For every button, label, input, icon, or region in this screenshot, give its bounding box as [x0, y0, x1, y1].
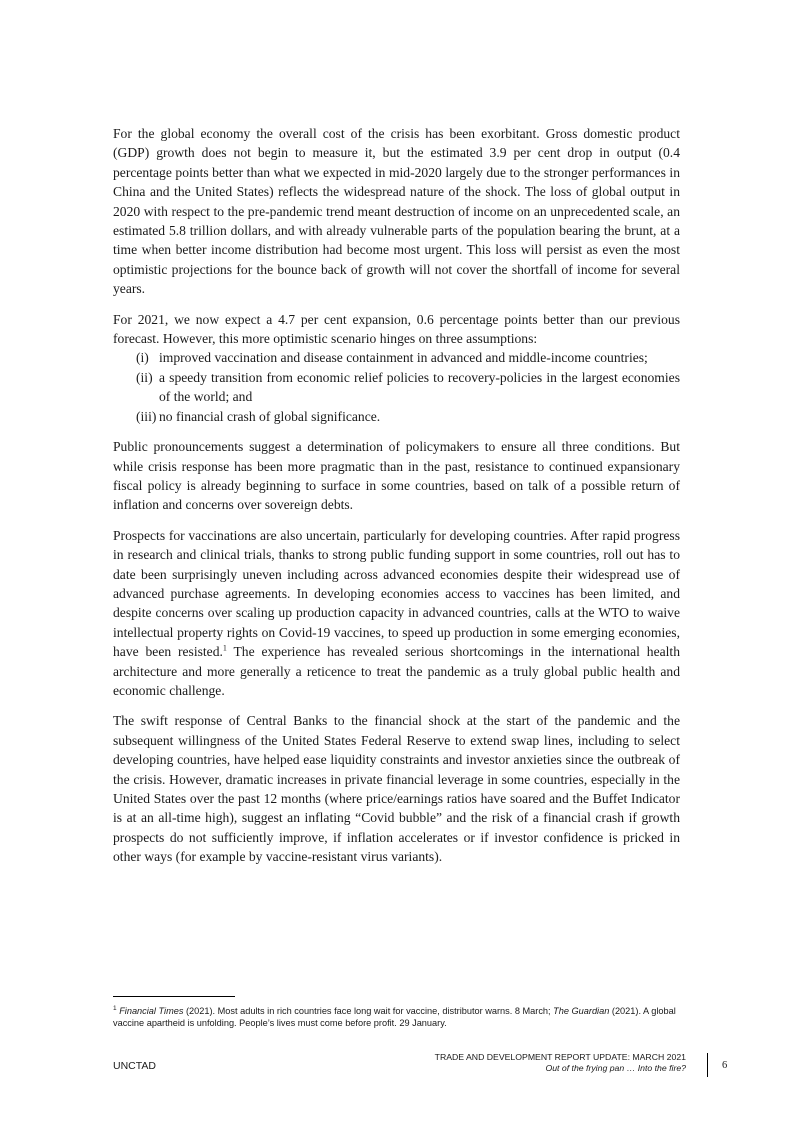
footer-report-subtitle: Out of the frying pan … Into the fire?: [545, 1063, 686, 1073]
footnote-source-1: Financial Times: [119, 1006, 184, 1016]
list-item: [113, 407, 680, 426]
footnote-divider: [113, 996, 235, 997]
body-text: [113, 124, 680, 878]
footnote-reference[interactable]: 1: [222, 643, 227, 653]
list-item-number: (ii): [136, 369, 153, 385]
paragraph-vaccinations: [113, 526, 680, 701]
footnote-source-2: The Guardian: [553, 1006, 610, 1016]
list-item-number: (i): [136, 350, 149, 366]
paragraph-2021-forecast: For 2021, we now expect a 4.7 per cent expansion, 0.6 percentage points better than our previous forecast. However, this more optimistic scenario hinges on three assumptions:: [113, 311, 680, 347]
footnote-text-2: (2021). A global vaccine apartheid is unfolding. People’s lives must come before profit. 29 January.: [113, 1006, 676, 1028]
list-item-text: a speedy transition from economic relief policies to recovery-policies in the largest economies of the world; and: [159, 369, 680, 405]
list-item-number: (iii): [136, 408, 157, 424]
list-item: [113, 348, 680, 367]
paragraph-central-banks: The swift response of Central Banks to the financial shock at the start of the pandemic and the subsequent willingness of the United States Federal Reserve to extend swap lines, including to select developing countries, have helped ease liquidity constraints and investor anxieties since the outbreak of the crisis. However, dramatic increases in private financial leverage in some countries, especially in the United States over the past 12 months (where price/earnings ratios have soared and the Buffet Indicator is at an all-time high), suggest an inflating “Covid bubble” and the risk of a financial crash if growth prospects do not sufficiently improve, if inflation accelerates or if investor confidence is pricked in other ways (for example by vaccine-resistant virus variants).: [113, 713, 680, 865]
paragraph-vaccinations-text-a: Prospects for vaccinations are also uncertain, particularly for developing countries. After rapid progress in research and clinical trials, thanks to strong public funding support in some countries, roll out has to date been surprisingly uneven including across advanced economies despite their widespread use of advanced purchase agreements. In developing economies access to vaccines has been limited, and despite concerns over scaling up production capacity in advanced countries, calls at the WTO to waive intellectual property rights on Covid-19 vaccines, to speed up production in some emerging economies, have been resisted.: [113, 527, 680, 660]
footer-report-info: [435, 1052, 686, 1074]
list-item-text: improved vaccination and disease containment in advanced and middle-income countries;: [159, 350, 648, 366]
assumptions-list: [113, 348, 680, 426]
paragraph-vaccinations-text-b: The experience has revealed serious shortcomings in the international health architecture and more generally a reticence to treat the pandemic as a truly global public health and economic challenge.: [113, 644, 681, 698]
list-item: [113, 368, 680, 407]
footer-report-title: TRADE AND DEVELOPMENT REPORT UPDATE: MARCH 2021: [434, 1052, 686, 1062]
list-item-text: no financial crash of global significance.: [159, 408, 381, 424]
footnote-text-1: (2021). Most adults in rich countries face long wait for vaccine, distributor warns. 8 March;: [183, 1006, 554, 1016]
footer-organization: UNCTAD: [113, 1060, 156, 1072]
footnote-number: 1: [113, 1004, 117, 1012]
footnote: [113, 1005, 688, 1029]
paragraph-policymakers: Public pronouncements suggest a determination of policymakers to ensure all three conditions. But while crisis response has been more pragmatic than in the past, resistance to continued expansionary fiscal policy is already beginning to surface in some countries, based on talk of a possible return of inflation and concerns over sovereign debts.: [113, 439, 680, 513]
page-number: 6: [722, 1060, 728, 1071]
footer-separator: [707, 1053, 708, 1077]
paragraph-global-cost: For the global economy the overall cost of the crisis has been exorbitant. Gross domestic product (GDP) growth does not begin to measure it, but the estimated 3.9 per cent drop in output (0.4 percentage points better than what we expected in mid-2020 largely due to the stronger performances in China and the United States) reflects the widespread nature of the shock. The loss of global output in 2020 with respect to the pre-pandemic trend meant destruction of income on an unprecedented scale, an estimated 5.8 trillion dollars, and with already vulnerable parts of the population bearing the brunt, at a time when better income distribution had become most urgent. This loss will persist as even the most optimistic projections for the bounce back of growth will not cover the shortfall of income for several years.: [113, 126, 680, 297]
